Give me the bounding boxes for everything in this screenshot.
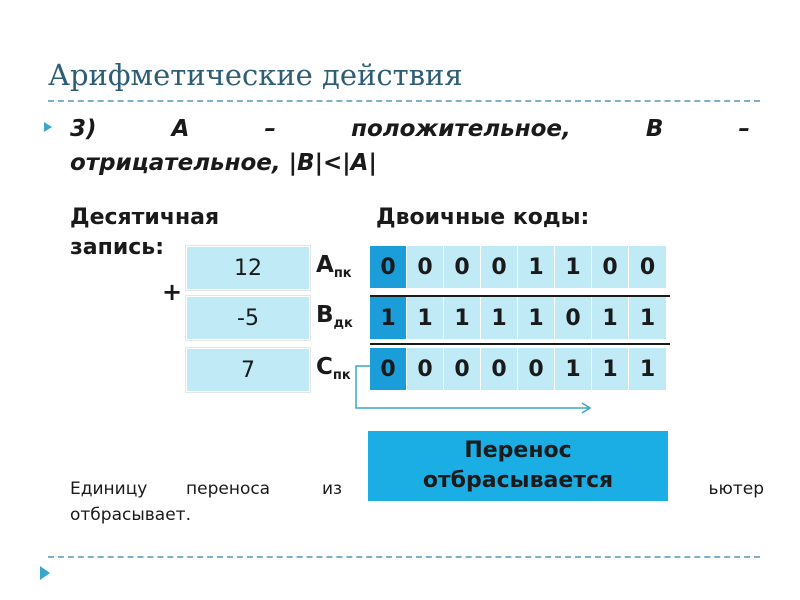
slide-title: Арифметические действия bbox=[48, 58, 463, 92]
bit-cell: 0 bbox=[444, 246, 481, 288]
bit-cell: 1 bbox=[444, 297, 481, 339]
condition-word: 3) bbox=[70, 116, 97, 142]
register-subscript: пк bbox=[333, 266, 352, 281]
register-letter: A bbox=[316, 252, 334, 278]
callout-line-1: Перенос bbox=[464, 438, 572, 463]
condition-word: – bbox=[738, 116, 750, 142]
note-word-3: из bbox=[322, 479, 343, 499]
bit-cell: 0 bbox=[629, 246, 667, 288]
bit-cell: 1 bbox=[555, 348, 592, 390]
bit-cell: 0 bbox=[592, 246, 629, 288]
condition-word: – bbox=[264, 116, 276, 142]
callout-line-2: отбрасывается bbox=[422, 468, 614, 493]
carry-discarded-callout bbox=[368, 431, 668, 501]
bit-cell: 1 bbox=[629, 348, 667, 390]
bit-cell: 0 bbox=[481, 246, 518, 288]
note-word-1: Единицу bbox=[70, 479, 148, 499]
condition-word: положительное, bbox=[351, 116, 571, 142]
binary-label: Двоичные коды: bbox=[376, 205, 590, 230]
bit-cell: 0 bbox=[407, 348, 444, 390]
condition-line-2: отрицательное, |B|<|A| bbox=[70, 150, 377, 176]
bit-cell: 1 bbox=[481, 297, 518, 339]
bit-cell: 1 bbox=[370, 297, 407, 339]
bit-cell: 1 bbox=[592, 297, 629, 339]
decimal-value-c: 7 bbox=[186, 348, 310, 392]
decimal-value-a: 12 bbox=[186, 246, 310, 290]
decimal-value-b: -5 bbox=[186, 296, 310, 340]
decimal-label-line-2: запись: bbox=[70, 235, 164, 260]
bit-cell: 0 bbox=[370, 348, 407, 390]
plus-sign: + bbox=[162, 278, 183, 306]
bit-cell: 0 bbox=[370, 246, 407, 288]
bit-cell: 0 bbox=[481, 348, 518, 390]
note-line-2: отбрасывает. bbox=[70, 505, 191, 525]
bit-cell: 1 bbox=[518, 297, 555, 339]
bit-cell: 0 bbox=[555, 297, 592, 339]
bit-cell: 1 bbox=[555, 246, 592, 288]
bit-cell: 1 bbox=[629, 297, 667, 339]
register-letter: C bbox=[316, 354, 333, 380]
bit-cell: 1 bbox=[518, 246, 555, 288]
footer-divider bbox=[48, 556, 760, 558]
register-letter: B bbox=[316, 302, 334, 328]
bit-cell: 0 bbox=[444, 348, 481, 390]
bit-cell: 1 bbox=[407, 297, 444, 339]
note-word-2: переноса bbox=[186, 479, 271, 499]
bit-cell: 1 bbox=[592, 348, 629, 390]
bit-cell: 0 bbox=[407, 246, 444, 288]
condition-word: A bbox=[171, 116, 190, 142]
register-subscript: дк bbox=[333, 316, 353, 331]
decimal-label-line-1: Десятичная bbox=[70, 205, 220, 230]
nav-arrow-icon[interactable] bbox=[40, 566, 50, 580]
condition-word: B bbox=[645, 116, 664, 142]
note-word-tail: ьютер bbox=[708, 479, 764, 499]
register-subscript: пк bbox=[332, 368, 351, 383]
bit-cell: 0 bbox=[518, 348, 555, 390]
